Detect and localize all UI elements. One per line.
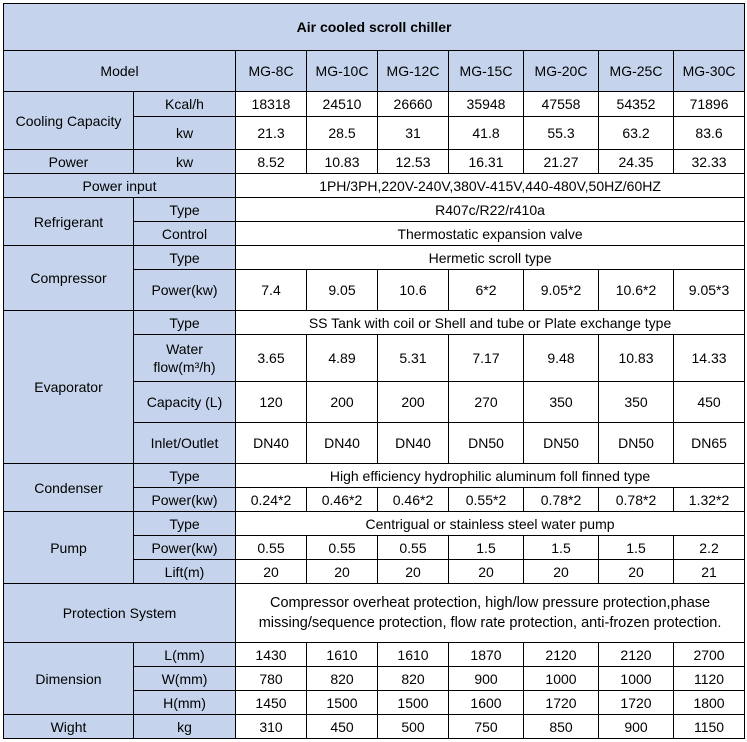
value-cell: 1800 xyxy=(674,691,745,715)
value-cell: 20 xyxy=(307,560,378,584)
value-cell: 21 xyxy=(674,560,745,584)
w-mm-label: W(mm) xyxy=(134,667,236,691)
condenser-type-value: High efficiency hydrophilic aluminum foll finned type xyxy=(236,464,745,488)
refrigerant-type-row xyxy=(4,198,745,222)
power-input-label: Power input xyxy=(4,174,236,198)
evaporator-label: Evaporator xyxy=(4,311,134,464)
kw-unit-label: kw xyxy=(134,150,236,174)
value-cell: 28.5 xyxy=(307,117,378,150)
value-cell: 41.8 xyxy=(449,117,524,150)
value-cell: 47558 xyxy=(524,92,599,117)
condenser-label: Condenser xyxy=(4,464,134,512)
value-cell: 1.5 xyxy=(524,536,599,560)
value-cell: DN40 xyxy=(236,423,307,464)
weight-label: Wight xyxy=(4,715,134,739)
model-label: Model xyxy=(4,51,236,92)
value-cell: 5.31 xyxy=(378,335,449,382)
value-cell: DN50 xyxy=(524,423,599,464)
value-cell: 0.78*2 xyxy=(599,488,674,512)
compressor-label: Compressor xyxy=(4,246,134,311)
weight-row xyxy=(4,715,745,739)
pump-label: Pump xyxy=(4,512,134,584)
value-cell: 1610 xyxy=(307,643,378,667)
value-cell: DN50 xyxy=(449,423,524,464)
kcal-unit-label: Kcal/h xyxy=(134,92,236,117)
power-input-value: 1PH/3PH,220V-240V,380V-415V,440-480V,50HZ/60HZ xyxy=(236,174,745,198)
power-row xyxy=(4,150,745,174)
value-cell: 1000 xyxy=(524,667,599,691)
value-cell: 0.46*2 xyxy=(307,488,378,512)
value-cell: 20 xyxy=(378,560,449,584)
value-cell: 10.83 xyxy=(599,335,674,382)
model-cell: MG-20C xyxy=(524,51,599,92)
capacity-label: Capacity (L) xyxy=(134,382,236,423)
value-cell: 0.78*2 xyxy=(524,488,599,512)
value-cell: 0.46*2 xyxy=(378,488,449,512)
value-cell: 120 xyxy=(236,382,307,423)
value-cell: 9.05*2 xyxy=(524,270,599,311)
value-cell: 7.4 xyxy=(236,270,307,311)
value-cell: 1.32*2 xyxy=(674,488,745,512)
value-cell: 820 xyxy=(378,667,449,691)
value-cell: 2.2 xyxy=(674,536,745,560)
value-cell: 1720 xyxy=(599,691,674,715)
value-cell: 3.65 xyxy=(236,335,307,382)
value-cell: 900 xyxy=(449,667,524,691)
value-cell: DN40 xyxy=(378,423,449,464)
value-cell: 1720 xyxy=(524,691,599,715)
model-cell: MG-15C xyxy=(449,51,524,92)
refrigerant-control-value: Thermostatic expansion valve xyxy=(236,222,745,246)
evaporator-type-row xyxy=(4,311,745,335)
h-mm-label: H(mm) xyxy=(134,691,236,715)
l-mm-label: L(mm) xyxy=(134,643,236,667)
value-cell: 2700 xyxy=(674,643,745,667)
value-cell: 8.52 xyxy=(236,150,307,174)
value-cell: 310 xyxy=(236,715,307,739)
value-cell: 900 xyxy=(599,715,674,739)
value-cell: 1150 xyxy=(674,715,745,739)
value-cell: DN40 xyxy=(307,423,378,464)
value-cell: DN65 xyxy=(674,423,745,464)
power-label: Power xyxy=(4,150,134,174)
pump-type-row xyxy=(4,512,745,536)
type-label: Type xyxy=(134,198,236,222)
value-cell: 10.6 xyxy=(378,270,449,311)
value-cell: 850 xyxy=(524,715,599,739)
value-cell: 31 xyxy=(378,117,449,150)
cooling-capacity-label: Cooling Capacity xyxy=(4,92,134,150)
dimension-l-row xyxy=(4,643,745,667)
value-cell: 350 xyxy=(524,382,599,423)
value-cell: 450 xyxy=(307,715,378,739)
protection-label: Protection System xyxy=(4,584,236,643)
power-input-row xyxy=(4,174,745,198)
value-cell: 9.05 xyxy=(307,270,378,311)
value-cell: 9.48 xyxy=(524,335,599,382)
value-cell: 7.17 xyxy=(449,335,524,382)
evaporator-type-value: SS Tank with coil or Shell and tube or Plate exchange type xyxy=(236,311,745,335)
value-cell: 20 xyxy=(524,560,599,584)
type-label: Type xyxy=(134,311,236,335)
value-cell: 0.55 xyxy=(307,536,378,560)
model-cell: MG-12C xyxy=(378,51,449,92)
value-cell: DN50 xyxy=(599,423,674,464)
value-cell: 24.35 xyxy=(599,150,674,174)
dimension-label: Dimension xyxy=(4,643,134,715)
value-cell: 20 xyxy=(449,560,524,584)
value-cell: 200 xyxy=(307,382,378,423)
value-cell: 32.33 xyxy=(674,150,745,174)
refrigerant-label: Refrigerant xyxy=(4,198,134,246)
value-cell: 2120 xyxy=(524,643,599,667)
type-label: Type xyxy=(134,464,236,488)
value-cell: 24510 xyxy=(307,92,378,117)
control-label: Control xyxy=(134,222,236,246)
value-cell: 1430 xyxy=(236,643,307,667)
model-row xyxy=(4,51,745,92)
value-cell: 270 xyxy=(449,382,524,423)
compressor-type-row xyxy=(4,246,745,270)
value-cell: 1000 xyxy=(599,667,674,691)
model-cell: MG-30C xyxy=(674,51,745,92)
value-cell: 0.55 xyxy=(378,536,449,560)
value-cell: 21.27 xyxy=(524,150,599,174)
protection-row xyxy=(4,584,745,643)
value-cell: 0.55*2 xyxy=(449,488,524,512)
value-cell: 18318 xyxy=(236,92,307,117)
value-cell: 1870 xyxy=(449,643,524,667)
inlet-outlet-label: Inlet/Outlet xyxy=(134,423,236,464)
value-cell: 820 xyxy=(307,667,378,691)
protection-value: Compressor overheat protection, high/low pressure protection,phase missing/sequence protection, flow rate protection, anti-frozen protection. xyxy=(236,584,745,643)
value-cell: 35948 xyxy=(449,92,524,117)
value-cell: 350 xyxy=(599,382,674,423)
compressor-type-value: Hermetic scroll type xyxy=(236,246,745,270)
value-cell: 9.05*3 xyxy=(674,270,745,311)
value-cell: 1.5 xyxy=(599,536,674,560)
value-cell: 450 xyxy=(674,382,745,423)
value-cell: 1610 xyxy=(378,643,449,667)
value-cell: 1600 xyxy=(449,691,524,715)
title-row xyxy=(4,4,745,51)
condenser-type-row xyxy=(4,464,745,488)
value-cell: 10.6*2 xyxy=(599,270,674,311)
value-cell: 63.2 xyxy=(599,117,674,150)
value-cell: 4.89 xyxy=(307,335,378,382)
value-cell: 21.3 xyxy=(236,117,307,150)
value-cell: 1.5 xyxy=(449,536,524,560)
value-cell: 1500 xyxy=(307,691,378,715)
value-cell: 83.6 xyxy=(674,117,745,150)
type-label: Type xyxy=(134,512,236,536)
value-cell: 26660 xyxy=(378,92,449,117)
kg-unit-label: kg xyxy=(134,715,236,739)
value-cell: 6*2 xyxy=(449,270,524,311)
value-cell: 54352 xyxy=(599,92,674,117)
value-cell: 200 xyxy=(378,382,449,423)
value-cell: 1500 xyxy=(378,691,449,715)
pump-type-value: Centrigual or stainless steel water pump xyxy=(236,512,745,536)
power-kw-label: Power(kw) xyxy=(134,488,236,512)
value-cell: 20 xyxy=(236,560,307,584)
kw-unit-label: kw xyxy=(134,117,236,150)
lift-label: Lift(m) xyxy=(134,560,236,584)
value-cell: 55.3 xyxy=(524,117,599,150)
value-cell: 780 xyxy=(236,667,307,691)
value-cell: 1450 xyxy=(236,691,307,715)
type-label: Type xyxy=(134,246,236,270)
value-cell: 16.31 xyxy=(449,150,524,174)
value-cell: 500 xyxy=(378,715,449,739)
value-cell: 14.33 xyxy=(674,335,745,382)
value-cell: 1120 xyxy=(674,667,745,691)
chiller-spec-table xyxy=(3,3,745,739)
water-flow-label: Water flow(m³/h) xyxy=(134,335,236,382)
value-cell: 0.24*2 xyxy=(236,488,307,512)
model-cell: MG-8C xyxy=(236,51,307,92)
value-cell: 2120 xyxy=(599,643,674,667)
value-cell: 750 xyxy=(449,715,524,739)
refrigerant-type-value: R407c/R22/r410a xyxy=(236,198,745,222)
power-kw-label: Power(kw) xyxy=(134,270,236,311)
model-cell: MG-25C xyxy=(599,51,674,92)
value-cell: 71896 xyxy=(674,92,745,117)
table-title: Air cooled scroll chiller xyxy=(4,4,745,51)
cooling-kcal-row xyxy=(4,92,745,117)
power-kw-label: Power(kw) xyxy=(134,536,236,560)
model-cell: MG-10C xyxy=(307,51,378,92)
value-cell: 12.53 xyxy=(378,150,449,174)
value-cell: 0.55 xyxy=(236,536,307,560)
value-cell: 10.83 xyxy=(307,150,378,174)
value-cell: 20 xyxy=(599,560,674,584)
